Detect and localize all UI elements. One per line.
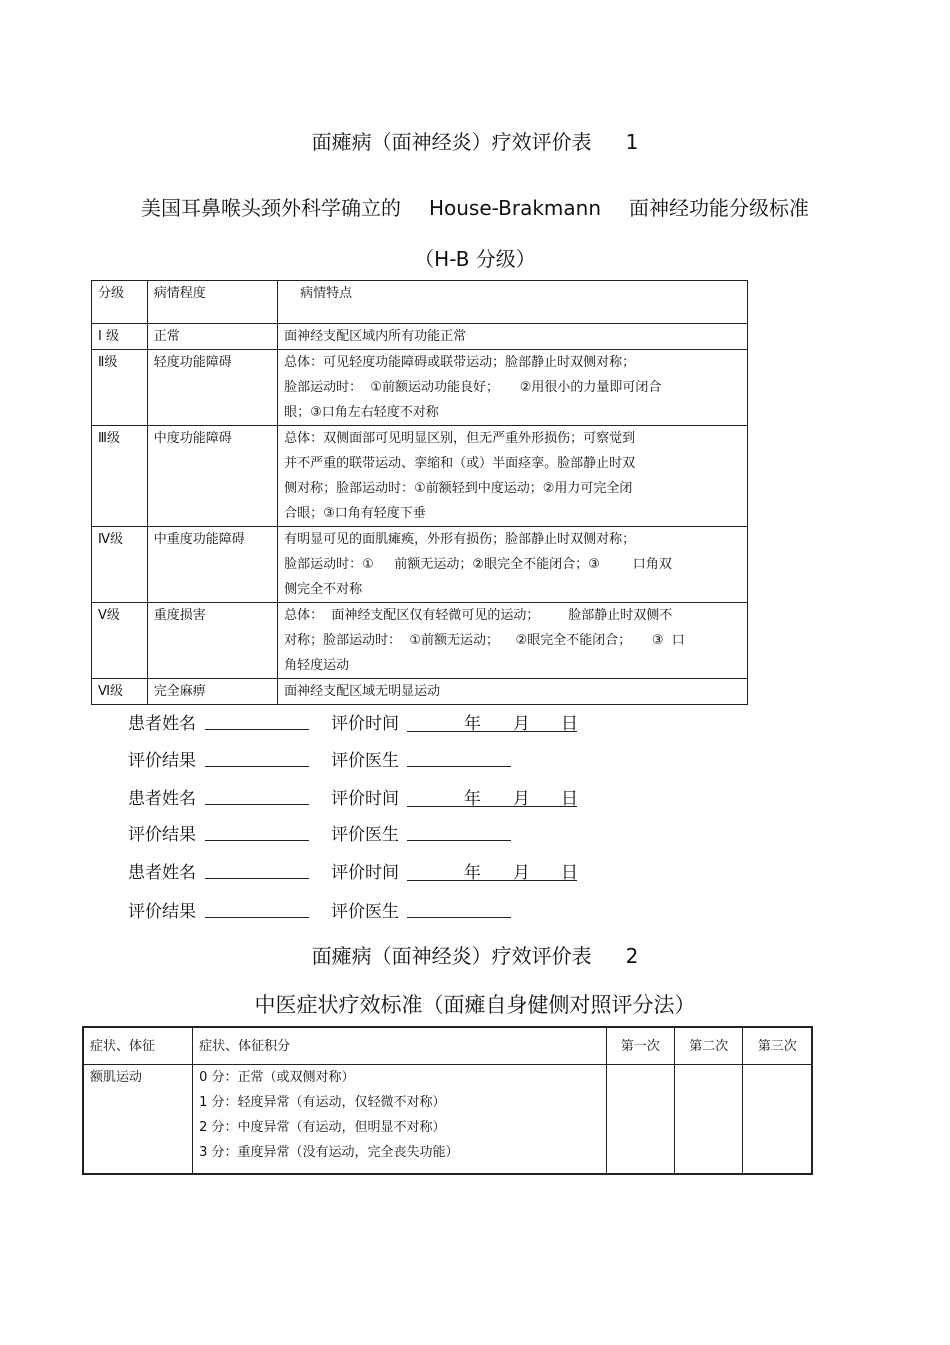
eval-doctor-field[interactable] — [407, 917, 511, 918]
month-label: 月 — [513, 789, 530, 809]
eval-result-label: 评价结果 — [128, 825, 196, 845]
features-cell — [278, 350, 748, 426]
patient-name-label: 患者姓名 — [128, 863, 196, 883]
degree-cell: 中重度功能障碍 — [147, 527, 277, 603]
month-label: 月 — [513, 863, 530, 883]
header-third: 第三次 — [743, 1027, 812, 1065]
table-row — [92, 350, 748, 426]
year-label: 年 — [464, 789, 481, 809]
grade-cell: Ⅵ级 — [92, 679, 148, 705]
feature-line: 对称；脸部运动时： ①前额无运动； ②眼完全不能闭合； ③ 口 — [284, 633, 685, 648]
feature-line: 合眼；③口角有轻度下垂 — [284, 506, 426, 521]
eval-result-field[interactable] — [205, 917, 309, 918]
header-symptom: 症状、体征 — [83, 1027, 193, 1065]
score-line: 2 分：中度异常（有运动，但明显不对称） — [199, 1120, 446, 1135]
eval-time-label: 评价时间 — [331, 714, 399, 734]
tcm-subtitle: 中医症状疗效标准（面瘫自身健侧对照评分法） — [254, 993, 696, 1017]
eval-time-field[interactable] — [407, 784, 577, 807]
feature-line: 有明显可见的面肌瘫痪，外形有损伤；脸部静止时双侧对称； — [284, 532, 636, 547]
feature-line: 侧完全不对称 — [284, 582, 363, 597]
header-features: 病情特点 — [278, 281, 748, 324]
feature-line: 角轻度运动 — [284, 658, 350, 673]
features-cell — [278, 603, 748, 679]
patient-name-field[interactable] — [205, 729, 309, 730]
hb-grading-table — [91, 280, 748, 705]
title1-number: 1 — [625, 130, 639, 154]
table-row — [92, 324, 748, 350]
grade-cell: Ⅳ级 — [92, 527, 148, 603]
degree-cell: 中度功能障碍 — [147, 426, 277, 527]
patient-name-field[interactable] — [205, 878, 309, 879]
eval-doctor-label: 评价医生 — [331, 825, 399, 845]
score-line: 3 分：重度异常（没有运动，完全丧失功能） — [199, 1145, 459, 1160]
eval-doctor-label: 评价医生 — [331, 902, 399, 922]
eval-time-field[interactable] — [407, 709, 577, 732]
table1-header-row — [92, 281, 748, 324]
patient-name-label: 患者姓名 — [128, 714, 196, 734]
feature-line: 总体：双侧面部可见明显区别，但无严重外形损伤；可察觉到 — [284, 431, 636, 446]
grade-cell: Ⅱ级 — [92, 350, 148, 426]
feature-line: 总体： 面神经支配区仅有轻微可见的运动； 脸部静止时双侧不 — [284, 608, 673, 623]
features-cell — [278, 527, 748, 603]
hb-subtitle — [0, 192, 950, 221]
table-row — [92, 679, 748, 705]
eval-result-field[interactable] — [205, 840, 309, 841]
table-row — [83, 1065, 812, 1175]
eval-time-label: 评价时间 — [331, 863, 399, 883]
year-label: 年 — [464, 863, 481, 883]
header-second: 第二次 — [675, 1027, 743, 1065]
title1-text: 面瘫病（面神经炎）疗效评价表 — [311, 130, 592, 154]
patient-name-field[interactable] — [205, 804, 309, 805]
title2-text: 面瘫病（面神经炎）疗效评价表 — [311, 944, 592, 968]
month-label: 月 — [513, 714, 530, 734]
header-degree: 病情程度 — [147, 281, 277, 324]
patient-name-label: 患者姓名 — [128, 789, 196, 809]
feature-line: 并不严重的联带运动、挛缩和（或）半面痉挛。脸部静止时双 — [284, 456, 636, 471]
eval-doctor-field[interactable] — [407, 766, 511, 767]
features-cell — [278, 324, 748, 350]
eval-doctor-field[interactable] — [407, 840, 511, 841]
header-first: 第一次 — [606, 1027, 674, 1065]
day-label: 日 — [561, 863, 578, 883]
feature-line: 面神经支配区域无明显运动 — [284, 684, 441, 699]
subtitle-cn-a: 美国耳鼻喉头颈外科学确立的 — [140, 196, 401, 220]
feature-line: 脸部运动时： ①前额运动功能良好； ②用很小的力量即可闭合 — [284, 380, 662, 395]
table1-title — [0, 126, 950, 155]
eval-result-label: 评价结果 — [128, 751, 196, 771]
tcm-symptom-table — [82, 1026, 813, 1175]
first-score-cell[interactable] — [606, 1065, 674, 1175]
table-row — [92, 527, 748, 603]
second-score-cell[interactable] — [675, 1065, 743, 1175]
degree-cell: 重度损害 — [147, 603, 277, 679]
day-label: 日 — [561, 789, 578, 809]
table2-title — [0, 940, 950, 969]
grade-cell: Ⅴ级 — [92, 603, 148, 679]
features-cell — [278, 426, 748, 527]
header-grade: 分级 — [92, 281, 148, 324]
header-score: 症状、体征积分 — [193, 1027, 606, 1065]
table-row — [92, 426, 748, 527]
third-score-cell[interactable] — [743, 1065, 812, 1175]
eval-time-field[interactable] — [407, 858, 577, 881]
grade-cell: Ⅲ级 — [92, 426, 148, 527]
grade-cell: Ⅰ 级 — [92, 324, 148, 350]
subtitle-cn-b: 面神经功能分级标准 — [629, 196, 810, 220]
feature-line: 脸部运动时：① 前额无运动；②眼完全不能闭合；③ 口角双 — [284, 557, 672, 572]
degree-cell: 轻度功能障碍 — [147, 350, 277, 426]
feature-line: 总体：可见轻度功能障碍或联带运动；脸部静止时双侧对称； — [284, 355, 636, 370]
year-label: 年 — [464, 714, 481, 734]
score-line: 0 分：正常（或双侧对称） — [199, 1070, 355, 1085]
hb-label: （H-B 分级） — [414, 247, 536, 271]
eval-time-label: 评价时间 — [331, 789, 399, 809]
feature-line: 面神经支配区域内所有功能正常 — [284, 329, 467, 344]
feature-line: 眼；③口角左右轻度不对称 — [284, 405, 439, 420]
eval-doctor-label: 评价医生 — [331, 751, 399, 771]
degree-cell: 完全麻痹 — [147, 679, 277, 705]
score-cell — [193, 1065, 606, 1175]
feature-line: 侧对称；脸部运动时：①前额轻到中度运动；②用力可完全闭 — [284, 481, 633, 496]
title2-number: 2 — [625, 944, 639, 968]
features-cell — [278, 679, 748, 705]
eval-result-label: 评价结果 — [128, 902, 196, 922]
table-row — [92, 603, 748, 679]
subtitle-en: House-Brakmann — [428, 196, 602, 220]
score-line: 1 分：轻度异常（有运动，仅轻微不对称） — [199, 1095, 446, 1110]
symptom-cell: 额肌运动 — [83, 1065, 193, 1175]
day-label: 日 — [561, 714, 578, 734]
table2-header-row — [83, 1027, 812, 1065]
eval-result-field[interactable] — [205, 766, 309, 767]
degree-cell: 正常 — [147, 324, 277, 350]
